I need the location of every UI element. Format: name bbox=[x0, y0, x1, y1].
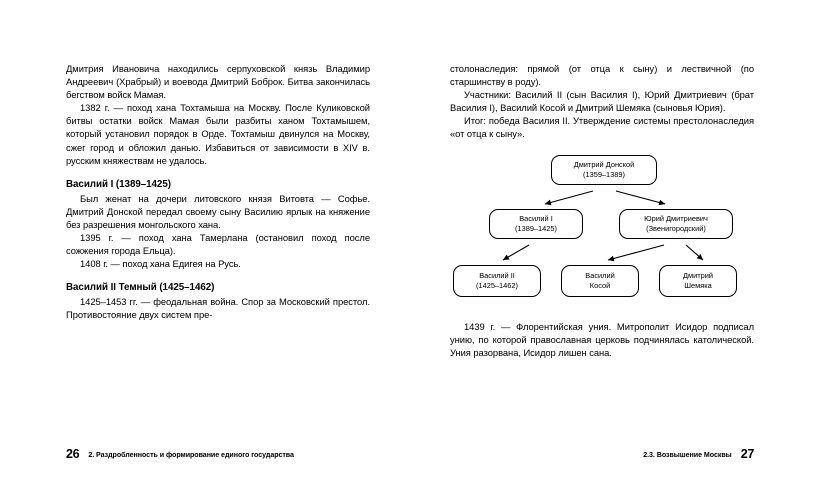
right-page-body bbox=[450, 62, 754, 141]
node-line-2: (1359–1389) bbox=[583, 169, 625, 179]
left-page-footer bbox=[66, 449, 294, 461]
node-line-1: Василий II bbox=[479, 271, 515, 281]
node-line-2: Шемяка bbox=[684, 280, 712, 290]
page-number: 26 bbox=[66, 447, 80, 461]
node-line-2: (1389–1425) bbox=[515, 223, 557, 233]
diagram-node-vasily-2 bbox=[453, 265, 541, 297]
running-head: 2. Раздробленность и формирование единого государства bbox=[88, 451, 294, 459]
diagram-node-dmitry-donskoy bbox=[551, 155, 657, 185]
node-line-2: (1425–1462) bbox=[476, 280, 518, 290]
diagram-node-yuri-dmitrievich bbox=[619, 209, 733, 239]
section-heading-vasily-1: Василий I (1389–1425) bbox=[66, 178, 171, 190]
paragraph: 1408 г. — поход хана Едигея на Русь. bbox=[80, 258, 241, 270]
running-head: 2.3. Возвышение Москвы bbox=[643, 451, 732, 459]
paragraph: Дмитрия Ивановича находились серпуховской князь Владимир Андреевич (Храбрый) и воевода Дмитрий Боброк. Битва закончилась бегством войск Мамая. bbox=[66, 63, 370, 101]
right-page-footer bbox=[643, 449, 754, 461]
paragraph: 1425–1453 гг. — феодальная война. Спор за Московский престол. Противостояние двух систем пре- bbox=[66, 296, 370, 321]
diagram-node-vasily-kosoy bbox=[561, 265, 639, 297]
node-line-2: (Звенигородский) bbox=[646, 223, 706, 233]
page-number: 27 bbox=[740, 447, 754, 461]
node-line-1: Василий I bbox=[519, 214, 553, 224]
paragraph: 1439 г. — Флорентийская уния. Митрополит Исидор подписал унию, по которой православная церковь подчинялась католической. Уния разорвана, Исидор лишен сана. bbox=[450, 320, 754, 358]
node-line-2: Косой bbox=[589, 280, 611, 290]
right-page bbox=[410, 0, 820, 503]
right-page-body-after-diagram bbox=[450, 320, 754, 359]
paragraph: Был женат на дочери литовского князя Витовта — Софье. Дмитрий Донской передал своему сыну Василию ярлык на княжение без разрешения монгольского хана. bbox=[66, 192, 370, 230]
node-line-1: Дмитрий bbox=[683, 271, 713, 281]
diagram-node-vasily-1 bbox=[489, 209, 583, 239]
paragraph: столонаследия: прямой (от отца к сыну) и лествичной (по старшинству в роду). bbox=[450, 63, 754, 88]
succession-diagram bbox=[453, 155, 773, 310]
section-heading-vasily-2: Василий II Темный (1425–1462) bbox=[66, 282, 215, 294]
diagram-node-dmitry-shemyaka bbox=[659, 265, 737, 297]
node-line-1: Дмитрий Донской bbox=[573, 160, 635, 170]
paragraph: 1382 г. — поход хана Тохтамыша на Москву. После Куликовской битвы остатки войск Мамая были разбиты ханом Тохтамышем, который установил порядок в Орде. Тохтамыш двинулся на Москву, сжег город и обложил данью. Избавиться от зависимости в XIV в. русским княжествам не удалось. bbox=[66, 102, 370, 166]
paragraph: 1395 г. — поход хана Тамерлана (остановил поход после сожжения города Ельца). bbox=[66, 232, 370, 257]
node-line-1: Юрий Дмитриевич bbox=[644, 214, 708, 224]
node-line-1: Василий bbox=[585, 271, 615, 281]
paragraph: Итог: победа Василия II. Утверждение системы престолонаследия «от отца к сыну». bbox=[450, 115, 754, 140]
left-page-body bbox=[66, 62, 370, 322]
paragraph: Участники: Василий II (сын Василия I), Юрий Дмитриевич (брат Василия I), Василий Косой и Дмитрий Шемяка (сыновья Юрия). bbox=[450, 89, 754, 114]
